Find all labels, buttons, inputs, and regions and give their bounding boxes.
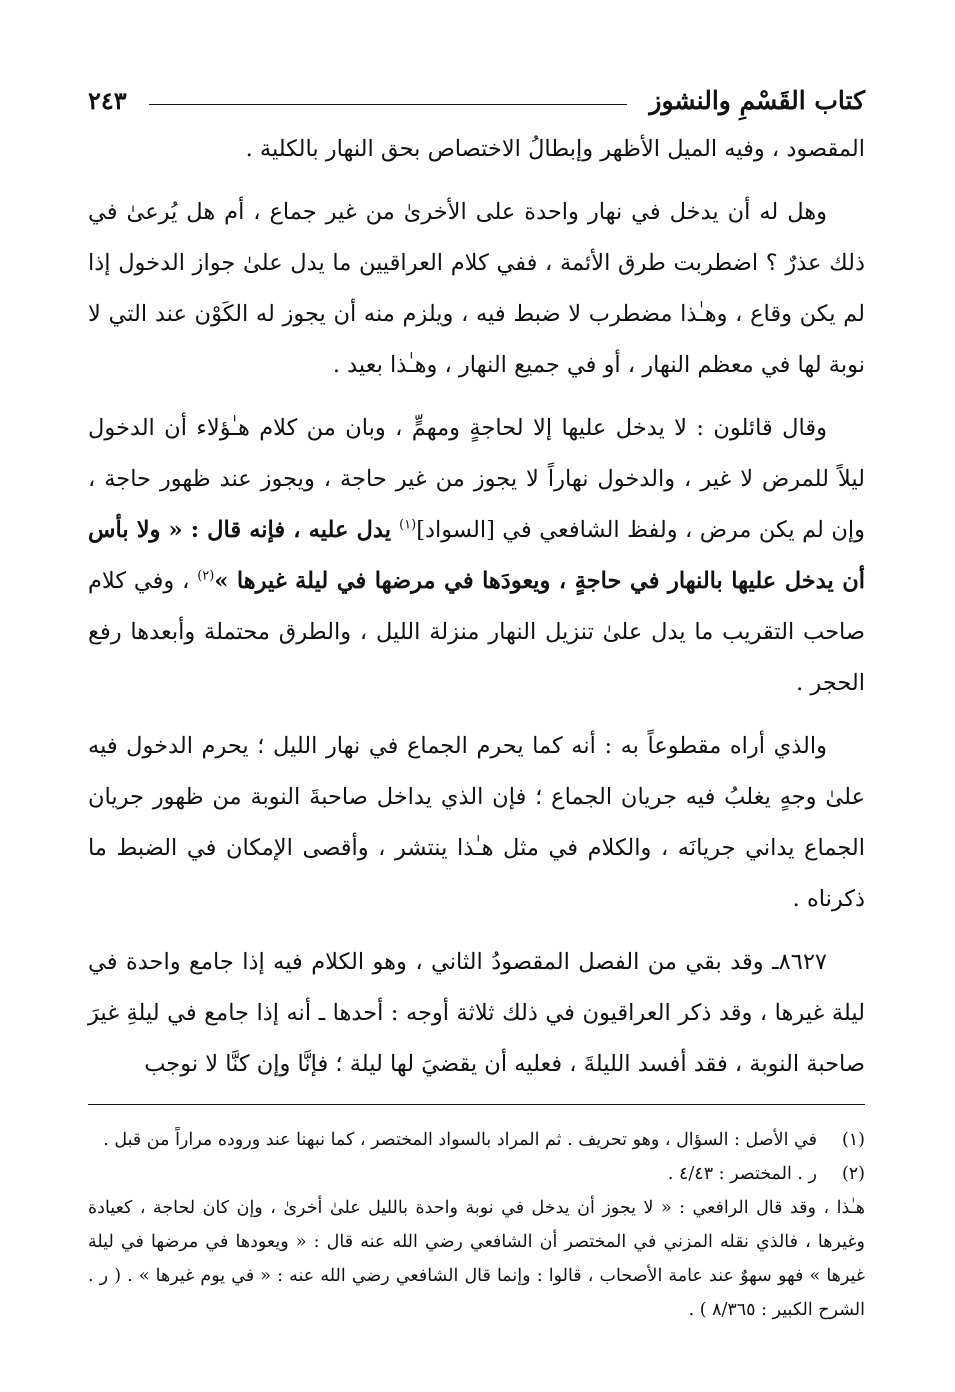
page-header	[88, 78, 865, 122]
footnote-2	[88, 1157, 865, 1191]
paragraph-3	[88, 403, 865, 709]
paragraph-3-part-c: ، وفي كلام صاحب التقريب ما يدل علىٰ تنزيل النهار منزلة الليل ، والطرق محتملة وأبعدها رفع الحجر .	[88, 568, 865, 696]
main-text	[88, 124, 865, 1090]
paragraph-3-part-b: يدل عليه ، فإنه قال : « ولا بأس أن يدخل عليها بالنهار في حاجةٍ ، ويعودَها في مرضها في ليلة غيرها »	[88, 517, 866, 594]
paragraph-2: وهل له أن يدخل في نهار واحدة على الأخرىٰ من غير جماع ، أم هل يُرعىٰ في ذلك عذرٌ ؟ اضطربت طرق الأئمة ، ففي كلام العراقيين ما يدل علىٰ جواز الدخول إذا لم يكن وقاع ، وهـٰذا مضطرب لا ضبط فيه ، ويلزم منه أن يجوز له الكَوْن عند التي لا نوبة لها في معظم النهار ، أو في جميع النهار ، وهـٰذا بعيد .	[88, 199, 865, 378]
footnote-1-number: (١)	[841, 1130, 865, 1150]
page-number: ٢٤٣	[88, 85, 127, 115]
footnote-ref-2: (٢)	[197, 568, 215, 584]
footnote-2-number: (٢)	[841, 1164, 865, 1184]
footnote-rule	[88, 1104, 865, 1105]
footnote-2-text: ر . المختصر : ٤/٤٣ .	[667, 1164, 817, 1184]
footnote-2-continuation: هـٰذا ، وقد قال الرافعي : « لا يجوز أن يدخل في نوبة واحدة بالليل علىٰ أخرىٰ ، وإن كان لحاجة ، كعيادة وغيرها ، فالذي نقله المزني في المختصر أن الشافعي رضي الله عنه قال : « ويعودها في مرضها في ليلة غيرها » فهو سهوٌ عند عامة الأصحاب ، قالوا : وإنما قال الشافعي رضي الله عنه : « في يوم غيرها » . ( ر . الشرح الكبير : ٨/٣٦٥ ) .	[88, 1198, 865, 1320]
footnote-1	[88, 1123, 865, 1157]
chapter-title: كتاب القَسْمِ والنشوز	[649, 85, 865, 115]
footnotes	[88, 1123, 865, 1327]
header-rule	[149, 104, 628, 105]
paragraph-4: والذي أراه مقطوعاً به : أنه كما يحرم الجماع في نهار الليل ؛ يحرم الدخول فيه علىٰ وجهٍ يغلبُ فيه جريان الجماع ؛ فإن الذي يداخل صاحبةَ النوبة من ظهور جريان الجماع يداني جريانَه ، والكلام في مثل هـٰذا ينتشر ، وأقصى الإمكان في الضبط ما ذكرناه .	[88, 733, 865, 912]
paragraph-5: ٨٦٢٧ـ وقد بقي من الفصل المقصودُ الثاني ، وهو الكلام فيه إذا جامع واحدة في ليلة غيرها ، وقد ذكر العراقيون في ذلك ثلاثة أوجه : أحدها ـ أنه إذا جامع في ليلةِ غيرَ صاحبة النوبة ، فقد أفسد الليلةَ ، فعليه أن يقضيَ لها ليلة ؛ فإنَّا وإن كنَّا لا نوجب	[88, 949, 865, 1077]
paragraph-1: المقصود ، وفيه الميل الأظهر وإبطالُ الاختصاص بحق النهار بالكلية .	[245, 136, 865, 162]
paragraph-3-part-a: وقال قائلون : لا يدخل عليها إلا لحاجةٍ ومهمٍّ ، وبان من كلام هـٰؤلاء أن الدخول ليلاً للمرض لا غير ، والدخول نهاراً لا يجوز من غير حاجة ، ويجوز عند ظهور حاجة ، وإن لم يكن مرض ، ولفظ الشافعي في [السواد]	[88, 415, 866, 543]
footnote-ref-1: (١)	[399, 517, 417, 533]
footnote-1-text: في الأصل : السؤال ، وهو تحريف . ثم المراد بالسواد المختصر ، كما نبهنا عند وروده مراراً من قبل .	[103, 1130, 817, 1150]
